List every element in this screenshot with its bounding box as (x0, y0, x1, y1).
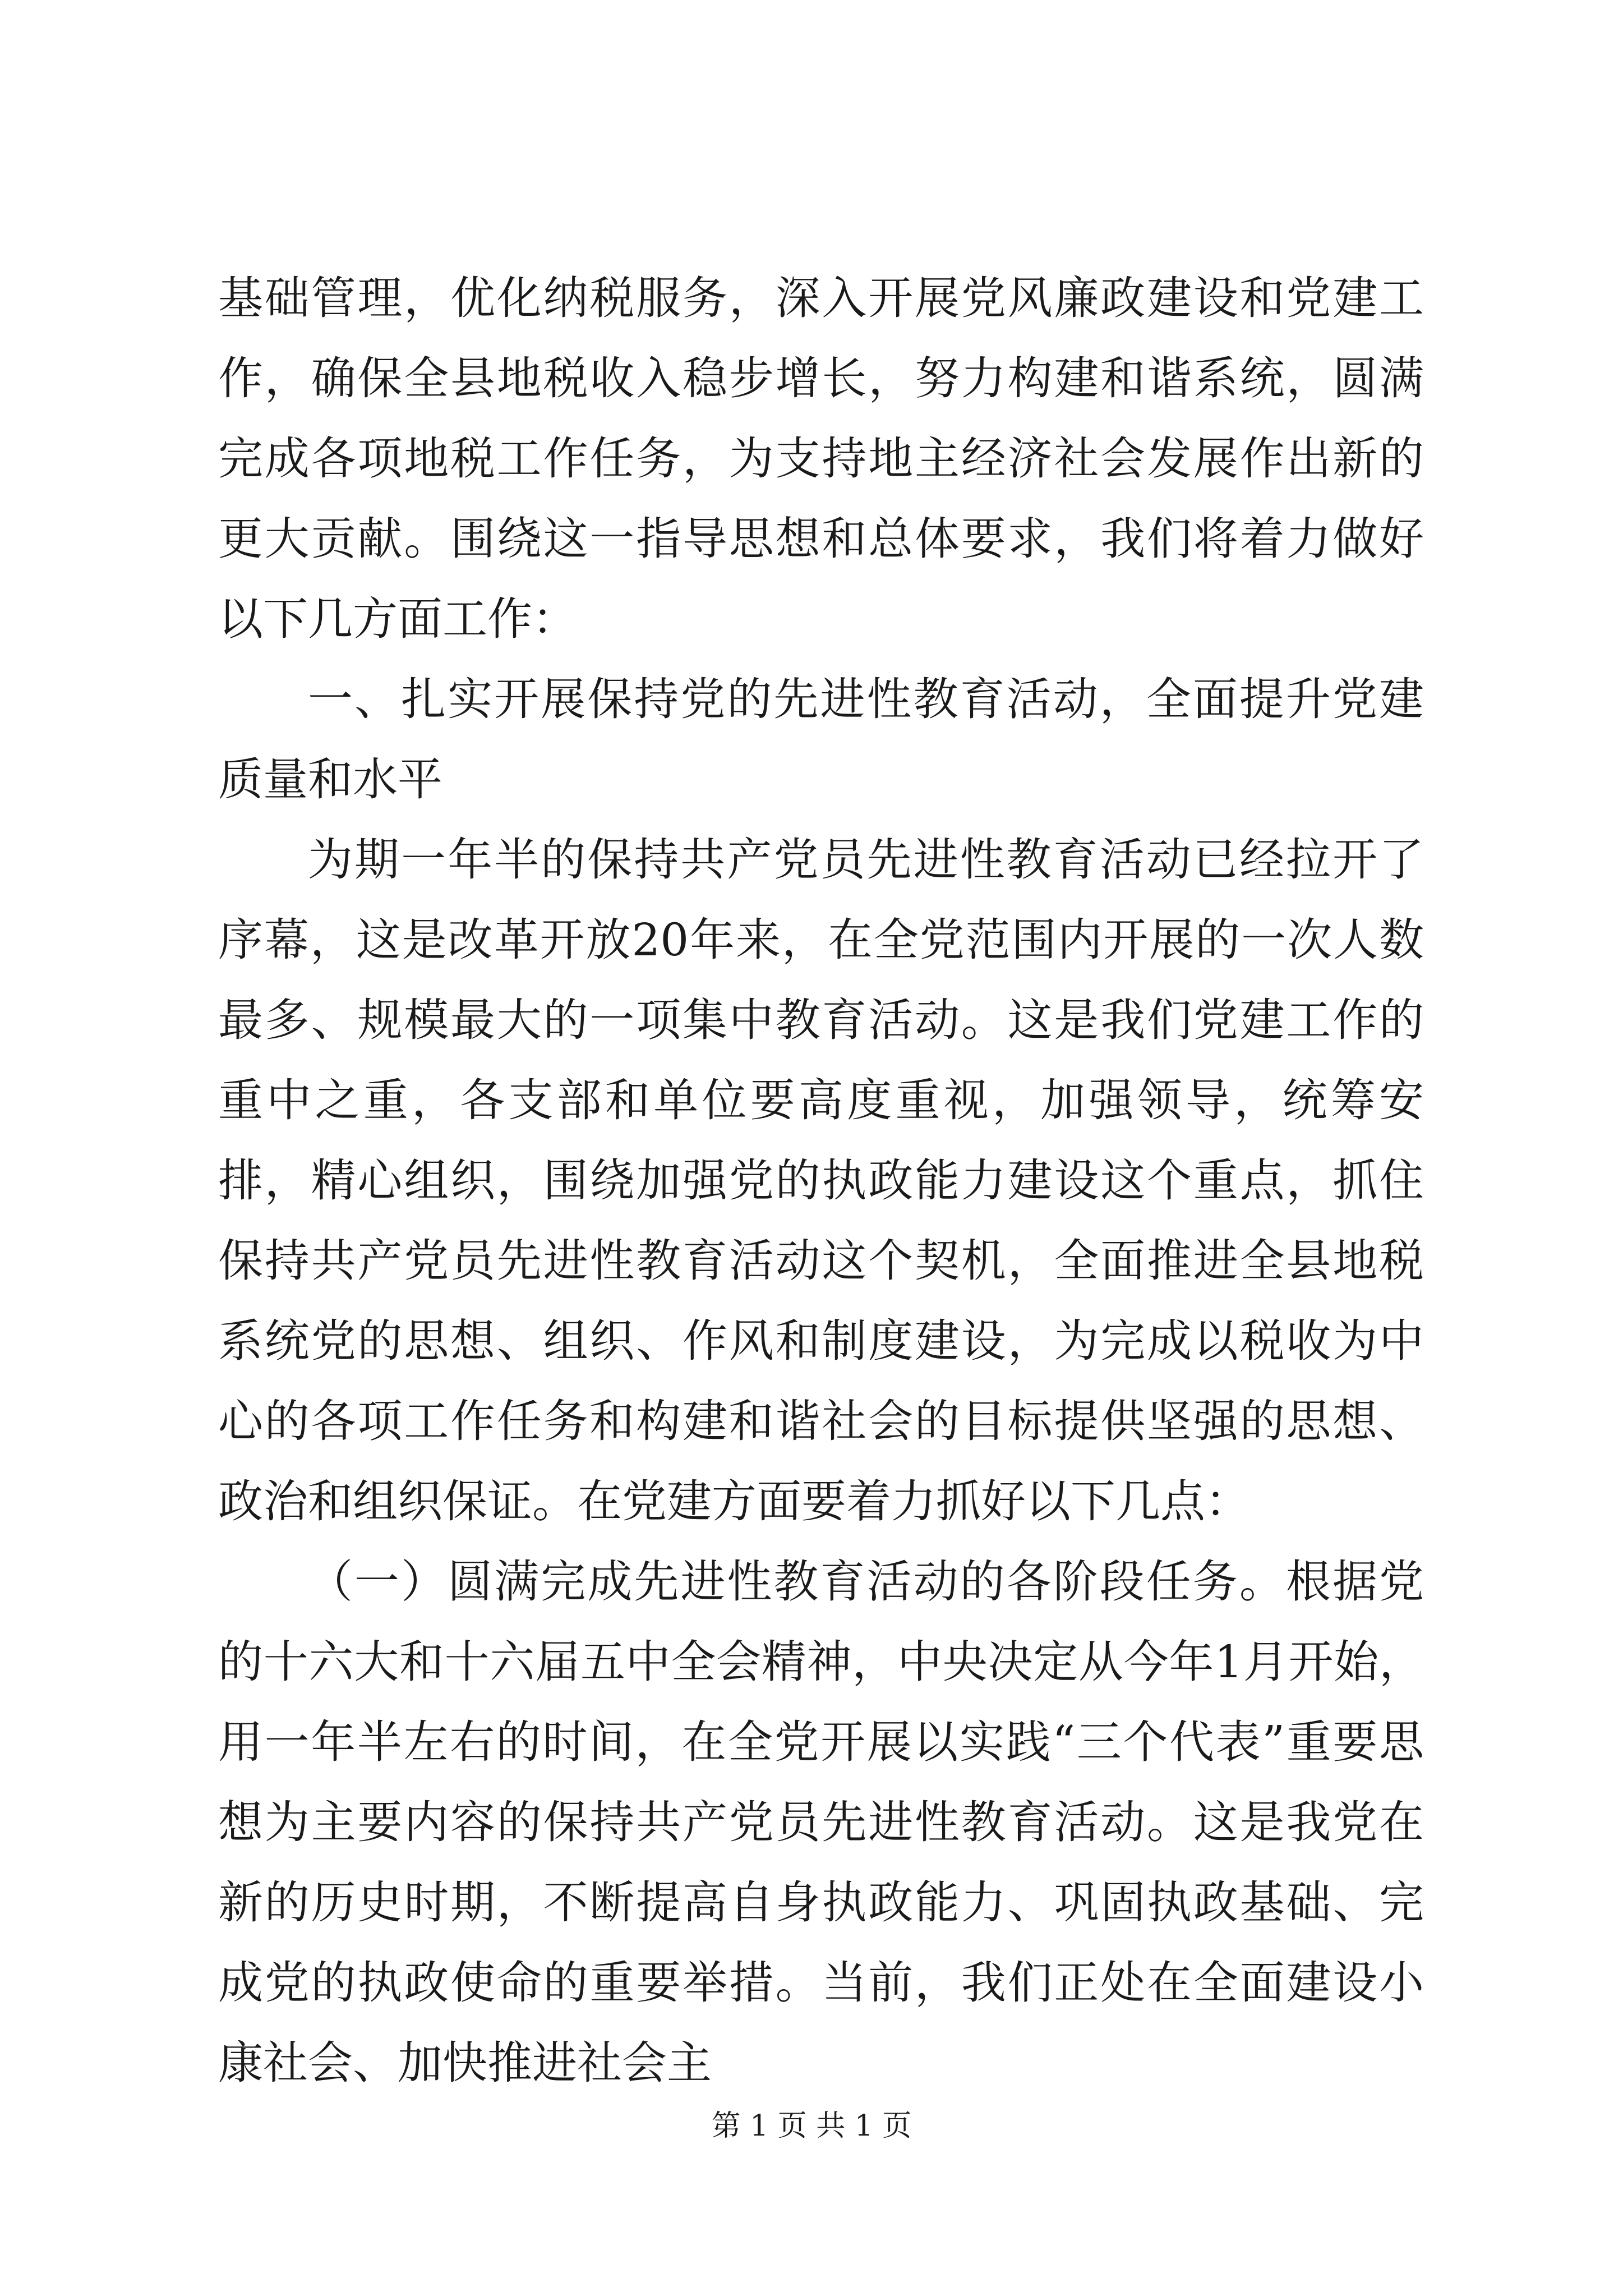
document-body (218, 258, 1424, 2103)
paragraph-subsection: （一）圆满完成先进性教育活动的各阶段任务。根据党的十六大和十六届五中全会精神，中央决定从今年1月开始，用一年半左右的时间，在全党开展以实践“三个代表”重要思想为主要内容的保持共产党员先进性教育活动。这是我党在新的历史时期，不断提高自身执政能力、巩固执政基础、完成党的执政使命的重要举措。当前，我们正处在全面建设小康社会、加快推进社会主 (218, 1556, 1424, 2089)
section-heading: 一、扎实开展保持党的先进性教育活动，全面提升党建质量和水平 (218, 673, 1424, 806)
page-number-footer: 第 1 页 共 1 页 (711, 2109, 912, 2143)
paragraph-body: 为期一年半的保持共产党员先进性教育活动已经拉开了序幕，这是改革开放20年来，在全党范围内开展的一次人数最多、规模最大的一项集中教育活动。这是我们党建工作的重中之重，各支部和单位要高度重视，加强领导，统筹安排，精心组织，围绕加强党的执政能力建设这个重点，抓住保持共产党员先进性教育活动这个契机，全面推进全县地税系统党的思想、组织、作风和制度建设，为完成以税收为中心的各项工作任务和构建和谐社会的目标提供坚强的思想、政治和组织保证。在党建方面要着力抓好以下几点： (218, 834, 1424, 1527)
paragraph-continuation: 基础管理，优化纳税服务，深入开展党风廉政建设和党建工作，确保全县地税收入稳步增长，努力构建和谐系统，圆满完成各项地税工作任务，为支持地主经济社会发展作出新的更大贡献。围绕这一指导思想和总体要求，我们将着力做好以下几方面工作： (218, 272, 1424, 645)
